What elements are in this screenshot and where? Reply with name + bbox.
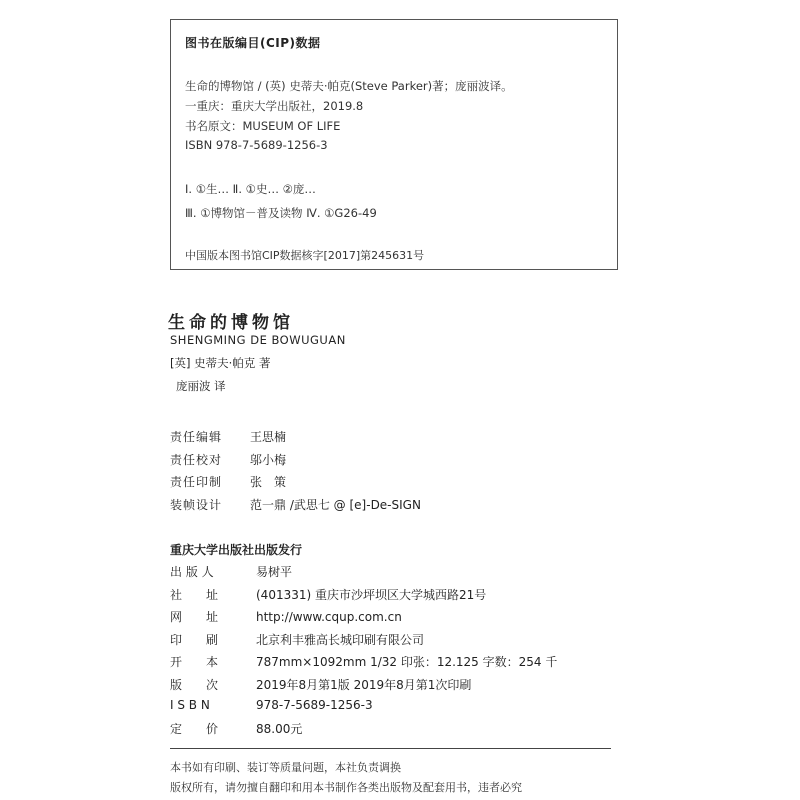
pub-value: 88.00元 bbox=[256, 722, 303, 736]
pub-value: 北京利丰雅高长城印刷有限公司 bbox=[256, 633, 425, 647]
staff-role: 装帧设计 bbox=[170, 498, 223, 512]
pub-row bbox=[170, 608, 402, 625]
cip-title: 图书在版编目(CIP)数据 bbox=[185, 36, 321, 50]
pub-key: 网 址 bbox=[170, 610, 219, 624]
staff-name: 邬小梅 bbox=[250, 453, 287, 467]
book-title: 生命的博物馆 bbox=[168, 313, 294, 333]
staff-role: 责任印制 bbox=[170, 475, 223, 489]
pub-row bbox=[170, 653, 557, 670]
staff-row bbox=[170, 496, 421, 513]
pub-value: 2019年8月第1版 2019年8月第1次印刷 bbox=[256, 678, 472, 692]
pub-row bbox=[170, 720, 302, 737]
cip-line: ISBN 978-7-5689-1256-3 bbox=[185, 138, 328, 152]
divider bbox=[170, 748, 611, 749]
staff-role: 责任编辑 bbox=[170, 430, 223, 444]
staff-name: 张 策 bbox=[250, 475, 287, 489]
pub-row bbox=[170, 631, 424, 648]
cip-line: 书名原文：MUSEUM OF LIFE bbox=[185, 119, 341, 133]
staff-name: 范一鼎 /武思七 @ [e]-De-SIGN bbox=[250, 498, 421, 512]
book-translator: 庞丽波 译 bbox=[176, 379, 226, 393]
cip-line: 中国版本图书馆CIP数据核字[2017]第245631号 bbox=[185, 249, 425, 262]
staff-role: 责任校对 bbox=[170, 453, 223, 467]
footer-note: 本书如有印刷、装订等质量问题，本社负责调换 bbox=[170, 761, 401, 774]
cip-line: Ⅲ. ①博物馆－普及读物 Ⅳ. ①G26-49 bbox=[185, 206, 377, 220]
pub-value: (401331) 重庆市沙坪坝区大学城西路21号 bbox=[256, 588, 487, 602]
pub-row bbox=[170, 563, 292, 580]
pub-key: 出 版 人 bbox=[170, 565, 214, 579]
pub-row bbox=[170, 698, 373, 712]
pub-value: 978-7-5689-1256-3 bbox=[256, 698, 373, 712]
publisher-line: 重庆大学出版社出版发行 bbox=[170, 543, 303, 557]
cip-line: Ⅰ. ①生… Ⅱ. ①史… ②庞… bbox=[185, 182, 316, 196]
staff-row bbox=[170, 451, 286, 468]
staff-row bbox=[170, 473, 286, 490]
cip-line: 一重庆：重庆大学出版社，2019.8 bbox=[185, 99, 364, 113]
pub-row bbox=[170, 586, 486, 603]
staff-row bbox=[170, 428, 286, 445]
pub-key: 定 价 bbox=[170, 722, 219, 736]
cip-box bbox=[170, 19, 618, 270]
book-author: [英] 史蒂夫·帕克 著 bbox=[170, 356, 271, 370]
pub-value: 易树平 bbox=[256, 565, 293, 579]
pub-key: 印 刷 bbox=[170, 633, 219, 647]
pub-value: 787mm×1092mm 1/32 印张：12.125 字数：254 千 bbox=[256, 655, 558, 669]
footer-note: 版权所有，请勿擅自翻印和用本书制作各类出版物及配套用书，违者必究 bbox=[170, 781, 522, 794]
cip-line: 生命的博物馆 / (英) 史蒂夫·帕克(Steve Parker)著；庞丽波译。 bbox=[185, 79, 513, 93]
pub-value: http://www.cqup.com.cn bbox=[256, 610, 402, 624]
pub-key: 社 址 bbox=[170, 588, 219, 602]
pub-key: 开 本 bbox=[170, 655, 219, 669]
pub-row bbox=[170, 676, 471, 693]
staff-name: 王思楠 bbox=[250, 430, 287, 444]
pub-key: 版 次 bbox=[170, 678, 219, 692]
book-pinyin: SHENGMING DE BOWUGUAN bbox=[170, 333, 346, 347]
pub-key: I S B N bbox=[170, 698, 210, 712]
